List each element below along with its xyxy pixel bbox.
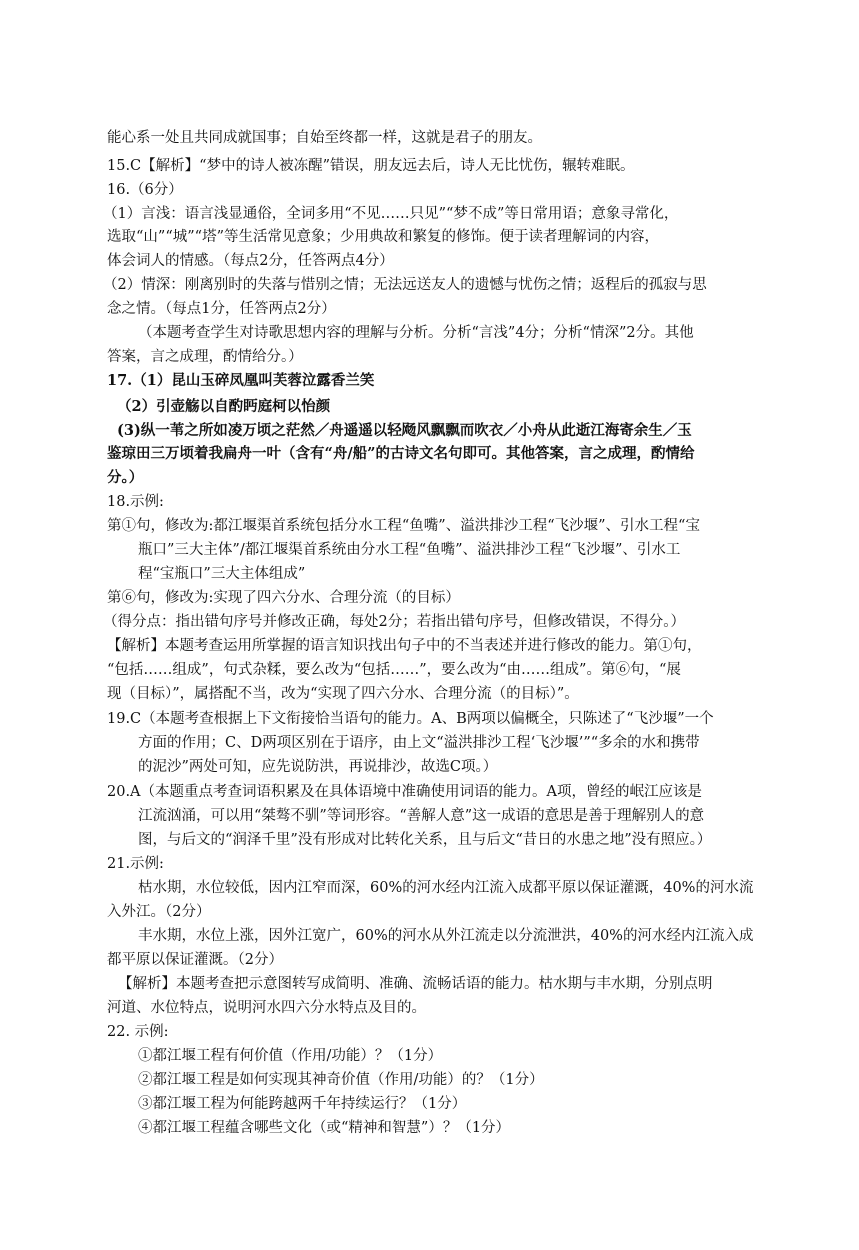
text-line: （得分点：指出错句序号并修改正确，每处2分；若指出错句序号，但修改错误，不得分。）: [103, 614, 685, 630]
text-line: 丰水期，水位上涨，因外江宽广，60%的河水从外江流走以分流泄洪，40%的河水经内江流入成: [138, 928, 754, 944]
text-line: ②都江堰工程是如何实现其神奇价值（作用/功能）的？（1分）: [138, 1072, 544, 1088]
text-line: 19.C（本题考查根据上下文衔接恰当语句的能力。A、B两项以偏概全，只陈述了“飞沙堰”一个: [107, 711, 714, 727]
text-line: 鉴琼田三万顷着我扁舟一叶（含有“舟/船”的古诗文名句即可。其他答案，言之成理，酌情给: [107, 445, 695, 462]
text-line: 答案，言之成理，酌情给分。）: [107, 349, 303, 365]
text-line: （本题考查学生对诗歌思想内容的理解与分析。分析“言浅”4分；分析“情深”2分。其他: [138, 325, 694, 341]
text-line: 图，与后文的“润泽千里”没有形成对比转化关系，且与后文“昔日的水患之地”没有照应。）: [138, 832, 712, 848]
text-line: 22. 示例:: [107, 1024, 169, 1040]
text-line: 都平原以保证灌溉。（2分）: [107, 952, 283, 968]
text-line: ④都江堰工程蕴含哪些文化（或“精神和智慧”）？（1分）: [138, 1120, 511, 1136]
text-line: 能心系一处且共同成就国事；自始至终都一样，这就是君子的朋友。: [107, 130, 542, 146]
text-line: 瓶口”三大主体”/都江堰渠首系统由分水工程“鱼嘴”、溢洪排沙工程“飞沙堰”、引水工: [138, 542, 681, 558]
text-line: 河道、水位特点，说明河水四六分水特点及目的。: [107, 1000, 426, 1016]
text-line: 程“宝瓶口”三大主体组成”: [138, 566, 306, 582]
text-line: 现（目标）”，属搭配不当，改为“实现了四六分水、合理分流（的目标）”。: [107, 686, 579, 702]
text-line: （2）情深：刚离别时的失落与惜别之情；无法远送友人的遗憾与忧伤之情；返程后的孤寂与思: [103, 277, 707, 293]
text-line: ①都江堰工程有何价值（作用/功能）？（1分）: [138, 1048, 443, 1064]
text-line: 枯水期，水位较低，因内江窄而深，60%的河水经内江流入成都平原以保证灌溉，40%的河水流: [138, 880, 754, 896]
text-line: ③都江堰工程为何能跨越两千年持续运行？（1分）: [138, 1096, 467, 1112]
text-line: （2）引壶觞以自酌眄庭柯以怡颜: [117, 398, 331, 415]
text-line: 念之情。（每点1分，任答两点2分）: [107, 301, 336, 317]
text-line: 选取“山”“城”“塔”等生活常见意象；少用典故和繁复的修饰。便于读者理解词的内容，: [107, 229, 659, 245]
text-line: 体会词人的情感。（每点2分，任答两点4分）: [107, 253, 394, 269]
text-line: 第①句，修改为:都江堰渠首系统包括分水工程“鱼嘴”、溢洪排沙工程“飞沙堰”、引水工程“宝: [107, 518, 700, 534]
text-line: （1）言浅：语言浅显通俗，全词多用“不见……只见”“梦不成”等日常用语；意象寻常化，: [103, 206, 679, 222]
text-line: 第⑥句，修改为:实现了四六分水、合理分流（的目标）: [107, 590, 460, 606]
text-line: 17.（1）昆山玉碎凤凰叫芙蓉泣露香兰笑: [107, 372, 375, 389]
text-line: 分。）: [107, 469, 144, 486]
text-line: 【解析】本题考查把示意图转写成简明、准确、流畅话语的能力。枯水期与丰水期，分别点明: [118, 976, 713, 992]
text-line: (3)纵一苇之所如凌万顷之茫然／舟遥遥以轻飏风飘飘而吹衣／小舟从此逝江海寄余生／玉: [117, 422, 692, 439]
text-line: 15.C【解析】“梦中的诗人被冻醒”错误，朋友远去后，诗人无比忧伤，辗转难眠。: [107, 158, 635, 174]
text-line: 20.A（本题重点考查词语积累及在具体语境中准确使用词语的能力。A项，曾经的岷江应该是: [107, 784, 702, 800]
text-line: 方面的作用；C、D两项区别在于语序，由上文“溢洪排沙工程‘飞沙堰’”“多余的水和携带: [138, 735, 700, 751]
text-line: 16.（6分）: [107, 182, 183, 198]
text-line: 【解析】本题考查运用所掌握的语言知识找出句子中的不当表述并进行修改的能力。第①句，: [107, 638, 702, 654]
text-line: “包括……组成”，句式杂糅，要么改为“包括……”，要么改为“由……组成”。第⑥句，“展: [107, 662, 681, 678]
text-line: 入外江。（2分）: [107, 904, 211, 920]
text-line: 21.示例:: [107, 856, 164, 872]
text-line: 18.示例:: [107, 494, 164, 510]
text-line: 江流汹涌，可以用“桀骜不驯”等词形容。“善解人意”这一成语的意思是善于理解别人的意: [138, 808, 705, 824]
text-line: 的泥沙”两处可知，应先说防洪，再说排沙，故选C项。）: [138, 759, 498, 775]
